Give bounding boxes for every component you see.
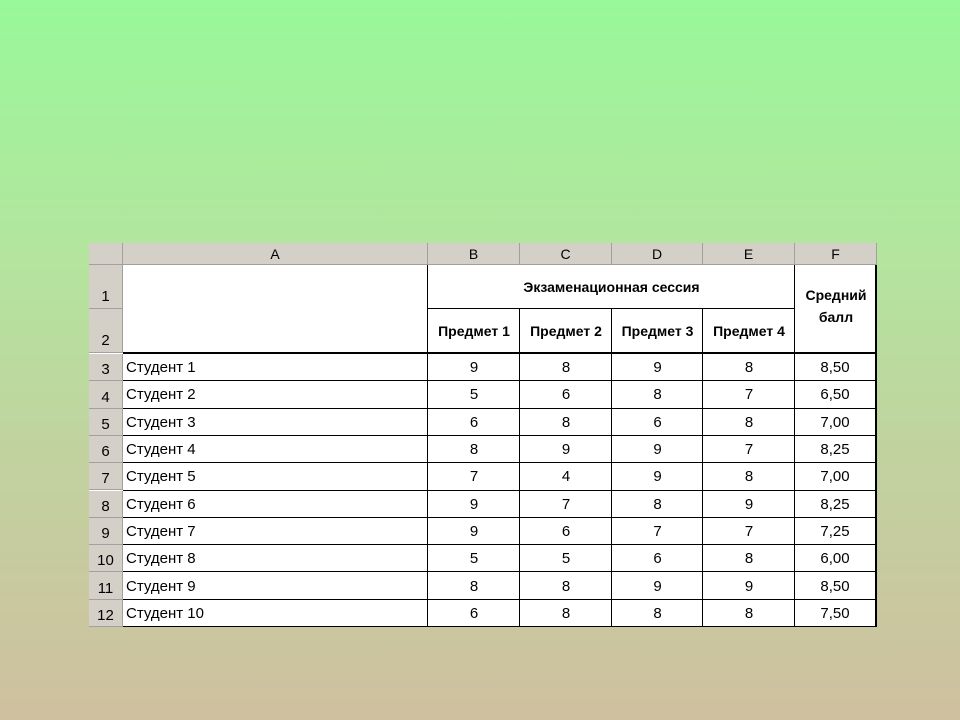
grade-cell[interactable]: 8 bbox=[744, 604, 754, 622]
grade-cell[interactable]: 9 bbox=[469, 495, 479, 513]
row-header[interactable]: 11 bbox=[89, 572, 123, 599]
grade-cell[interactable]: 8 bbox=[744, 468, 754, 486]
average-cell[interactable]: 6,00 bbox=[820, 550, 850, 568]
grade-cell[interactable]: 7 bbox=[744, 522, 754, 540]
grade-cell[interactable]: 9 bbox=[653, 441, 662, 459]
average-header-cell[interactable]: Средний балл bbox=[805, 287, 867, 325]
grade-cell[interactable]: 6 bbox=[469, 413, 479, 431]
average-cell[interactable]: 7,00 bbox=[820, 413, 850, 431]
grade-cell[interactable]: 5 bbox=[469, 386, 479, 404]
row-header[interactable]: 9 bbox=[89, 518, 123, 545]
average-cell[interactable]: 8,50 bbox=[820, 359, 850, 377]
grade-cell[interactable]: 6 bbox=[653, 550, 662, 568]
subject-header-cell[interactable]: Предмет 4 bbox=[713, 323, 785, 339]
row-header[interactable]: 4 bbox=[89, 381, 123, 408]
student-name-cell[interactable]: Студент 8 bbox=[126, 550, 196, 568]
grade-cell[interactable]: 9 bbox=[653, 577, 662, 595]
grade-cell[interactable]: 6 bbox=[469, 604, 479, 622]
column-header-d[interactable]: D bbox=[612, 243, 703, 265]
average-cell[interactable]: 7,00 bbox=[820, 468, 850, 486]
column-header-e[interactable]: E bbox=[703, 243, 795, 265]
row-header[interactable]: 6 bbox=[89, 436, 123, 463]
grade-cell[interactable]: 9 bbox=[653, 359, 662, 377]
student-name-cell[interactable]: Студент 9 bbox=[126, 577, 196, 595]
grade-cell[interactable]: 4 bbox=[561, 468, 571, 486]
row-header[interactable]: 2 bbox=[89, 309, 123, 353]
session-header-cell[interactable]: Экзаменационная сессия bbox=[523, 279, 700, 295]
row-header[interactable]: 12 bbox=[89, 600, 123, 627]
grade-cell[interactable]: 6 bbox=[653, 413, 662, 431]
student-name-cell[interactable]: Студент 2 bbox=[126, 386, 196, 404]
grade-cell[interactable]: 9 bbox=[744, 495, 754, 513]
grade-cell[interactable]: 5 bbox=[561, 550, 571, 568]
student-name-cell[interactable]: Студент 3 bbox=[126, 413, 196, 431]
average-cell[interactable]: 6,50 bbox=[820, 386, 850, 404]
row-header[interactable]: 10 bbox=[89, 545, 123, 572]
average-cell[interactable]: 7,50 bbox=[820, 604, 850, 622]
average-cell[interactable]: 7,25 bbox=[820, 522, 850, 540]
grade-cell[interactable]: 6 bbox=[561, 386, 571, 404]
student-name-cell[interactable]: Студент 5 bbox=[126, 468, 196, 486]
spreadsheet bbox=[89, 243, 877, 627]
grade-cell[interactable]: 8 bbox=[469, 577, 479, 595]
row-header[interactable]: 1 bbox=[89, 265, 123, 309]
student-name-cell[interactable]: Студент 7 bbox=[126, 522, 196, 540]
column-header-c[interactable]: C bbox=[520, 243, 612, 265]
select-all-corner[interactable] bbox=[89, 243, 123, 265]
grade-cell[interactable]: 8 bbox=[653, 604, 662, 622]
grade-cell[interactable]: 8 bbox=[561, 413, 571, 431]
subject-header-cell[interactable]: Предмет 1 bbox=[438, 323, 510, 339]
grade-cell[interactable]: 8 bbox=[653, 386, 662, 404]
grade-cell[interactable]: 7 bbox=[653, 522, 662, 540]
grade-cell[interactable]: 9 bbox=[561, 441, 571, 459]
grade-cell[interactable]: 9 bbox=[653, 468, 662, 486]
row-header[interactable]: 7 bbox=[89, 463, 123, 490]
column-header-a[interactable]: A bbox=[123, 243, 428, 265]
subject-header-cell[interactable]: Предмет 2 bbox=[530, 323, 602, 339]
student-name-cell[interactable]: Студент 10 bbox=[126, 604, 204, 622]
grade-cell[interactable]: 9 bbox=[744, 577, 754, 595]
grade-cell[interactable]: 5 bbox=[469, 550, 479, 568]
grade-cell[interactable]: 8 bbox=[561, 359, 571, 377]
student-name-cell[interactable]: Студент 6 bbox=[126, 495, 196, 513]
student-name-cell[interactable]: Студент 1 bbox=[126, 359, 196, 377]
grade-cell[interactable]: 7 bbox=[744, 441, 754, 459]
grade-cell[interactable]: 8 bbox=[561, 604, 571, 622]
average-cell[interactable]: 8,25 bbox=[820, 441, 850, 459]
grade-cell[interactable]: 8 bbox=[744, 413, 754, 431]
column-header-b[interactable]: B bbox=[428, 243, 520, 265]
grade-cell[interactable]: 8 bbox=[744, 550, 754, 568]
column-header-f[interactable]: F bbox=[795, 243, 877, 265]
grade-cell[interactable]: 9 bbox=[469, 522, 479, 540]
grade-cell[interactable]: 9 bbox=[469, 359, 479, 377]
grade-cell[interactable]: 7 bbox=[744, 386, 754, 404]
grade-cell[interactable]: 6 bbox=[561, 522, 571, 540]
row-header[interactable]: 5 bbox=[89, 409, 123, 436]
grade-cell[interactable]: 8 bbox=[653, 495, 662, 513]
row-header[interactable]: 3 bbox=[89, 354, 123, 381]
student-name-cell[interactable]: Студент 4 bbox=[126, 441, 196, 459]
grade-cell[interactable]: 8 bbox=[561, 577, 571, 595]
subject-header-cell[interactable]: Предмет 3 bbox=[621, 323, 694, 339]
average-cell[interactable]: 8,50 bbox=[820, 577, 850, 595]
grade-cell[interactable]: 7 bbox=[469, 468, 479, 486]
grade-cell[interactable]: 8 bbox=[744, 359, 754, 377]
average-cell[interactable]: 8,25 bbox=[820, 495, 850, 513]
grade-cell[interactable]: 7 bbox=[561, 495, 571, 513]
grade-cell[interactable]: 8 bbox=[469, 441, 479, 459]
row-header[interactable]: 8 bbox=[89, 491, 123, 518]
